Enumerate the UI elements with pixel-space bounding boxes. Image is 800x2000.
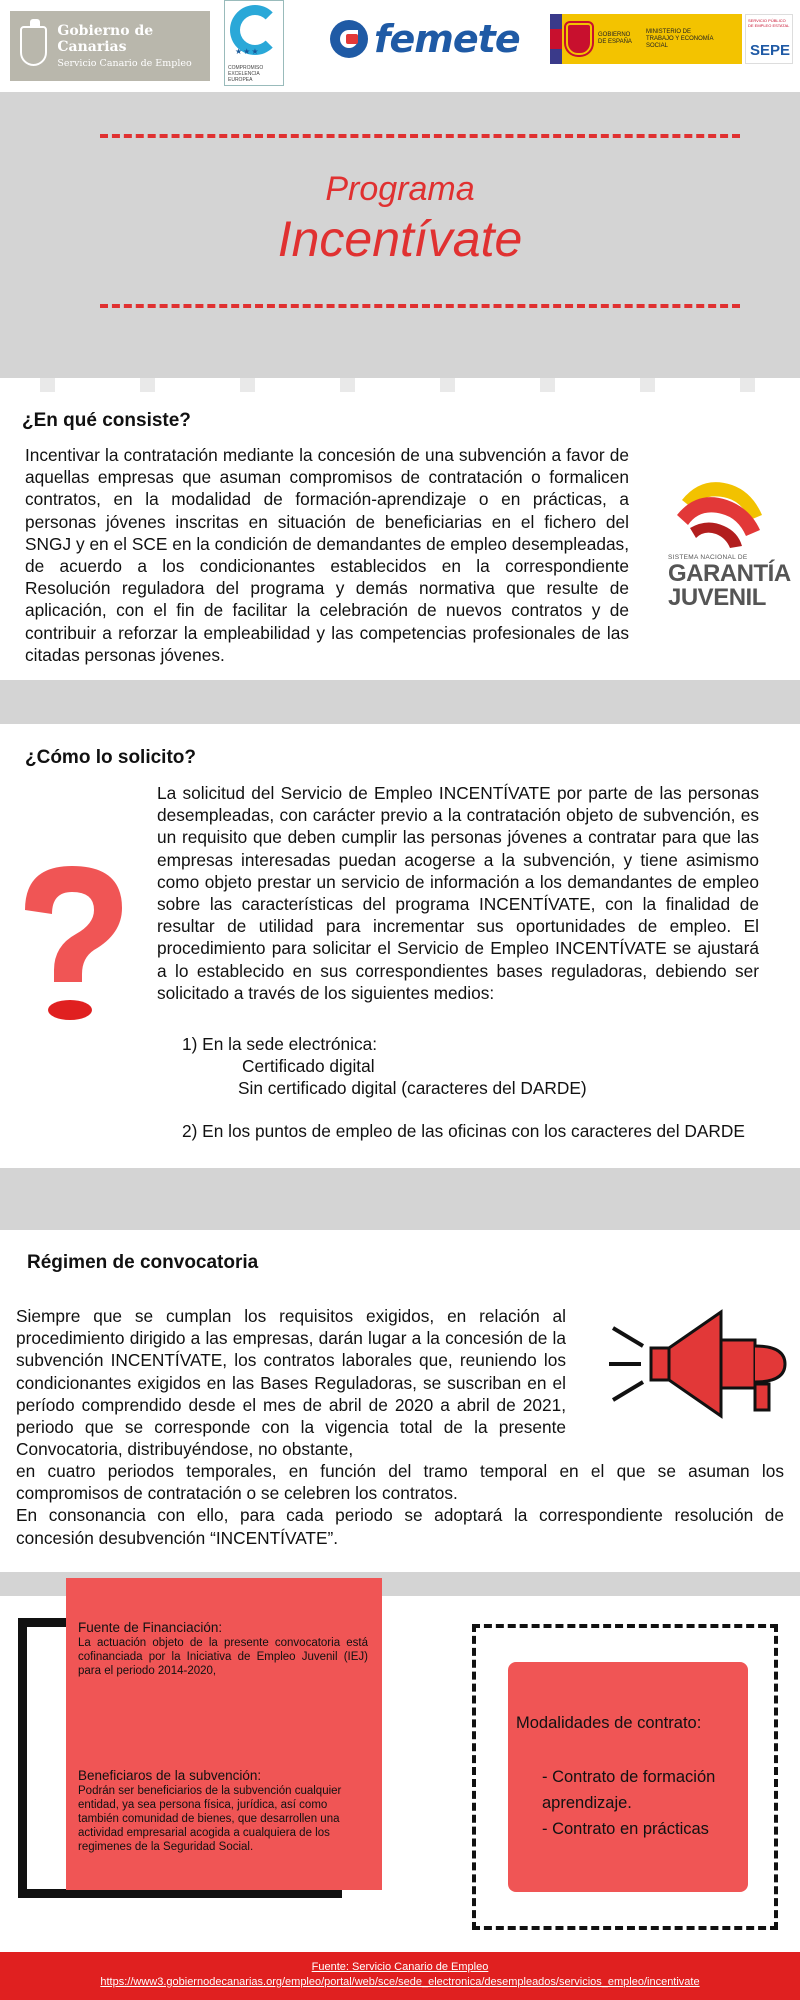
banner-line2: Incentívate: [277, 211, 523, 267]
ce-text: COMPROMISO EXCELENCIA EUROPEA: [228, 65, 264, 83]
financiacion-text: La actuación objeto de la presente convocatoria está cofinanciada por la Iniciativa de Empleo Juvenil (IEJ) para el periodo 2014-2020,: [78, 1637, 368, 1677]
sepe-text: SEPE: [750, 42, 791, 59]
gc-title: Gobierno de Canarias: [57, 23, 154, 55]
grey-brush-divider: [0, 680, 800, 724]
dashed-divider: [100, 304, 740, 308]
femete-icon: [330, 20, 368, 58]
info-box-modalidades: [508, 1662, 748, 1892]
list-item: 2) En los puntos de empleo de las oficinas con los caracteres del DARDE: [182, 1121, 745, 1141]
modalidad-item: - Contrato de formación: [542, 1768, 716, 1786]
beneficiarios-text: Podrán ser beneficiarios de la subvención cualquier entidad, ya sea persona física, jurídica, así como también comunidad de bienes, que desarrollen una actividad empresarial acogida a cualquiera de los regimenes de la Seguridad Social.: [78, 1785, 342, 1853]
gc-subtitle: Servicio Canario de Empleo: [57, 58, 192, 69]
sepe-small-text: SERVICIO PÚBLICO DE EMPLEO ESTATAL: [748, 18, 790, 28]
modalidad-item-continued: aprendizaje.: [542, 1794, 632, 1812]
escudo-icon: [566, 23, 592, 55]
gob-espana-text: GOBIERNO DE ESPAÑA: [598, 32, 632, 45]
section-title-regimen: Régimen de convocatoria: [27, 1252, 259, 1273]
modalidad-item: - Contrato en prácticas: [542, 1820, 709, 1838]
garantia-big-text: [668, 562, 791, 610]
garantia-word: GARANTÍA: [668, 560, 791, 587]
beneficiarios-heading: Beneficiaros de la subvención:: [78, 1768, 262, 1783]
section-text-solicito: [157, 782, 759, 1004]
gobierno-canarias-logo: [10, 11, 210, 81]
modalidades-heading: Modalidades de contrato:: [516, 1714, 702, 1732]
list-subitem: Sin certificado digital (caracteres del DARDE): [238, 1078, 587, 1098]
logo-bar: [0, 0, 800, 92]
solicito-paragraph-2: El procedimiento para solicitar el Servicio de Empleo INCENTÍVATE se ajustará a lo establecido en sus correspondientes bases reguladoras, debiendo ser solicitado a través de los siguientes medios:: [157, 916, 759, 1003]
regimen-paragraph-3: En consonancia con ello, para cada periodo se adoptará la correspondiente resolución de concesión desubvención “INCENTÍVATE”.: [16, 1505, 784, 1548]
sepe-logo: [745, 14, 793, 64]
banner-line1: Programa: [325, 170, 475, 208]
stars-icon: ★★★: [235, 47, 260, 56]
femete-text: femete: [374, 17, 520, 61]
section-title-consiste: ¿En qué consiste?: [22, 410, 191, 431]
brush-edge: [0, 378, 800, 392]
compromiso-excelencia-logo: [224, 0, 284, 86]
section-text-consiste: Incentivar la contratación mediante la concesión de una subvención a favor de aquellas empresas que asuman compromisos de contratación o formalicen contratos, en la modalidad de formación-aprendizaje o en prácticas, a personas jóvenes inscritas en situación de beneficiarias en el fichero del SNGJ y en el SCE en la condición de demandantes de empleo desempleadas, de acuerdo a los condicionantes establecidos en la correspondiente Resolución reguladora del programa y demás normativa que resulte de aplicación, con el fin de facilitar la celebración de nuevos contratos y de contribuir a reforzar la empleabilidad y las competencias profesionales de las citadas personas jóvenes.: [25, 445, 629, 665]
footer: [0, 1952, 800, 2000]
footer-source-link[interactable]: Fuente: Servicio Canario de Empleo: [311, 1961, 489, 1973]
femete-logo: [330, 14, 520, 64]
gobierno-espana-logo: [550, 14, 742, 64]
ribbon-icon: [672, 470, 767, 550]
solicito-paragraph-1: La solicitud del Servicio de Empleo INCENTÍVATE por parte de las personas desempleadas, con carácter previo a la contratación objeto de subvención, es un requisito que deben cumplir las personas jóvenes a contratar para que las empresas interesadas puedan acogerse a la subvención, y tiene asimismo como objeto prestar un servicio de información a los demandantes de empleo sobre las características del programa INCENTÍVATE, con la finalidad de resultar de utilidad para incrementar sus oportunidades de empleo.: [157, 783, 759, 937]
info-box-financiacion: [66, 1578, 382, 1890]
section-text-regimen: Siempre que se cumplan los requisitos exigidos, en relación al procedimiento dirigido a las empresas, darán lugar a la concesión de la subvención INCENTÍVATE, los contratos laborales que, reuniendo los condicionantes exigidos en las Bases Reguladoras, se suscriban en el período comprendido desde el mes de abril de 2020 a abril de 2021, periodo que se corresponde con la vigencia total de la presente Convocatoria, distribuyéndose, no obstante,: [16, 1306, 566, 1460]
financiacion-heading: Fuente de Financiación:: [78, 1620, 223, 1635]
shield-icon: [20, 26, 47, 66]
megaphone-icon: [605, 1306, 795, 1426]
section-title-solicito: ¿Cómo lo solicito?: [25, 747, 196, 768]
juvenil-word: JUVENIL: [668, 584, 766, 611]
grey-brush-divider: [0, 1168, 800, 1230]
section-text-regimen-continued: [16, 1460, 784, 1549]
title-banner: [0, 92, 800, 392]
ministerio-text: MINISTERIO DE TRABAJO Y ECONOMÍA SOCIAL: [646, 28, 714, 49]
dashed-divider: [100, 134, 740, 138]
question-mark-icon: [10, 858, 135, 1028]
garantia-juvenil-logo: [660, 466, 791, 616]
regimen-paragraph-2: en cuatro periodos temporales, en función del tramo temporal en el que se asuman los compromisos de contratación o se celebren los contratos.: [16, 1461, 784, 1504]
list-item: 1) En la sede electrónica:: [182, 1034, 378, 1054]
flag-icon: [550, 14, 562, 64]
list-subitem: Certificado digital: [242, 1056, 375, 1076]
footer-url-link[interactable]: https://www3.gobiernodecanarias.org/empleo/portal/web/sce/sede_electronica/desempleados/servicios_empleo/incentivate: [100, 1976, 700, 1988]
garantia-small-text: SISTEMA NACIONAL DE: [668, 554, 748, 561]
